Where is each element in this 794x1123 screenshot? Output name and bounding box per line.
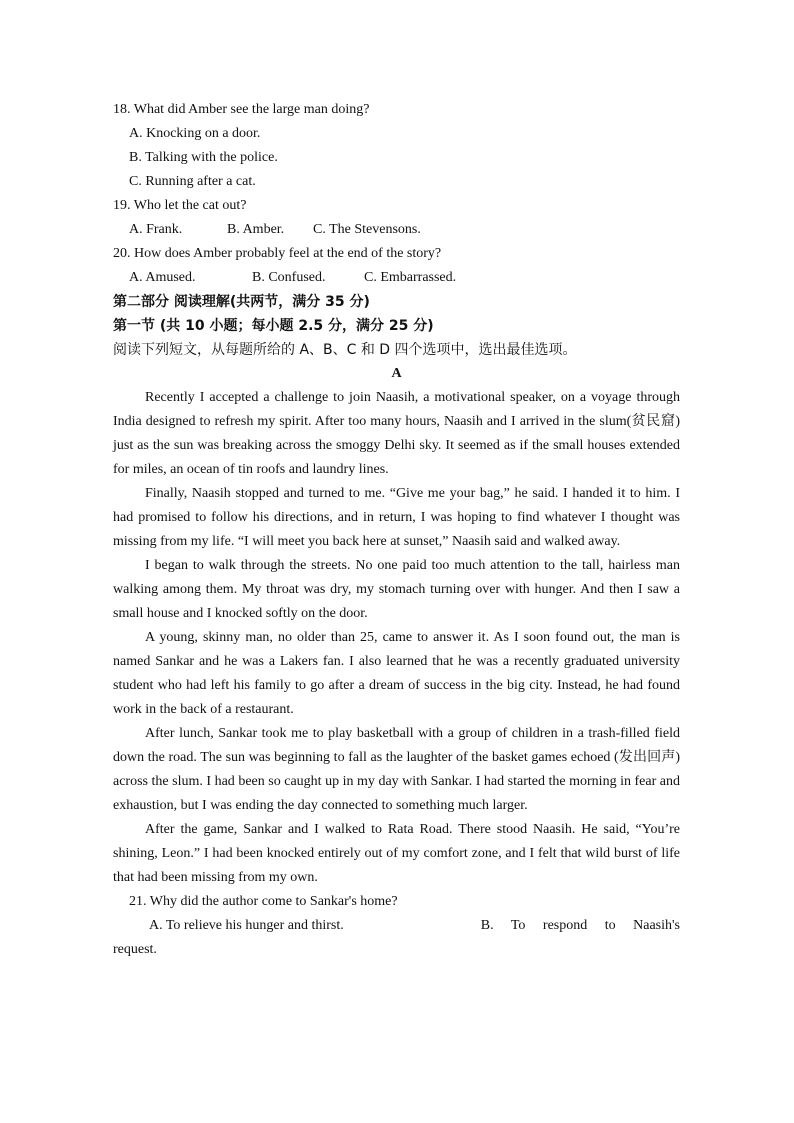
passage-label: A — [391, 366, 402, 381]
question-21-option-b: B. To respond to Naasih's — [480, 918, 680, 933]
question-19-options — [113, 218, 680, 242]
question-21-stem: 21. Why did the author come to Sankar's home? — [129, 894, 398, 909]
section-title: 第一节 (共 10 小题；每小题 2.5 分，满分 25 分) — [113, 318, 434, 334]
question-19-option-c: C. The Stevensons. — [313, 222, 421, 237]
passage-paragraph-4: A young, skinny man, no older than 25, came to answer it. As I soon found out, the man is named Sankar and he was a Lakers fan. I also learned that he was a recently graduated university student who had left his family to go after a dream of success in the big city. Instead, he had found work in the back of a restaurant. — [113, 630, 680, 717]
question-18-option-c: C. Running after a cat. — [129, 174, 256, 189]
question-20-option-a: A. Amused. — [129, 270, 196, 285]
passage-paragraph-3: I began to walk through the streets. No one paid too much attention to the tall, hairless man walking among them. My throat was dry, my stomach turning over with hunger. And then I saw a small house and I knocked softly on the door. — [113, 558, 680, 621]
part-title: 第二部分 阅读理解(共两节，满分 35 分) — [113, 294, 370, 310]
question-21-options-row — [113, 914, 680, 938]
question-20-option-b: B. Confused. — [252, 270, 326, 285]
passage-paragraph-1: Recently I accepted a challenge to join Naasih, a motivational speaker, on a voyage through India designed to refresh my spirit. After too many hours, Naasih and I arrived in the slum(贫民窟) just as the sun was breaking across the smoggy Delhi sky. It seemed as if the small houses extended for miles, an ocean of tin roofs and laundry lines. — [113, 390, 680, 477]
question-21-option-a: A. To relieve his hunger and thirst. — [149, 918, 344, 933]
question-20-stem: 20. How does Amber probably feel at the end of the story? — [113, 246, 442, 261]
question-19-stem: 19. Who let the cat out? — [113, 198, 247, 213]
question-18-option-b: B. Talking with the police. — [129, 150, 278, 165]
passage-paragraph-6: After the game, Sankar and I walked to Rata Road. There stood Naasih. He said, “You’re shining, Leon.” I had been knocked entirely out of my comfort zone, and I felt that wild burst of life that had been missing from my own. — [113, 822, 680, 885]
instruction: 阅读下列短文，从每题所给的 A、B、C 和 D 四个选项中，选出最佳选项。 — [113, 342, 577, 358]
exam-page — [113, 98, 680, 962]
question-20-options — [113, 266, 680, 290]
passage-paragraph-2: Finally, Naasih stopped and turned to me. “Give me your bag,” he said. I handed it to him. I had promised to follow his directions, and in return, I was hoping to find whatever I thought was missing from my life. “I will meet you back here at sunset,” Naasih said and walked away. — [113, 486, 680, 549]
question-19-option-a: A. Frank. — [129, 222, 183, 237]
question-21-option-b-continued: request. — [113, 942, 157, 957]
question-20-option-c: C. Embarrassed. — [364, 270, 457, 285]
passage-paragraph-5: After lunch, Sankar took me to play basketball with a group of children in a trash-filled field down the road. The sun was beginning to fall as the laughter of the basket games echoed (发出回声) across the slum. I had been so caught up in my day with Sankar. I had started the morning in fear and exhaustion, but I was ending the day connected to something much larger. — [113, 726, 680, 813]
question-19-option-b: B. Amber. — [227, 222, 285, 237]
question-18-stem: 18. What did Amber see the large man doing? — [113, 102, 370, 117]
question-18-option-a: A. Knocking on a door. — [129, 126, 261, 141]
